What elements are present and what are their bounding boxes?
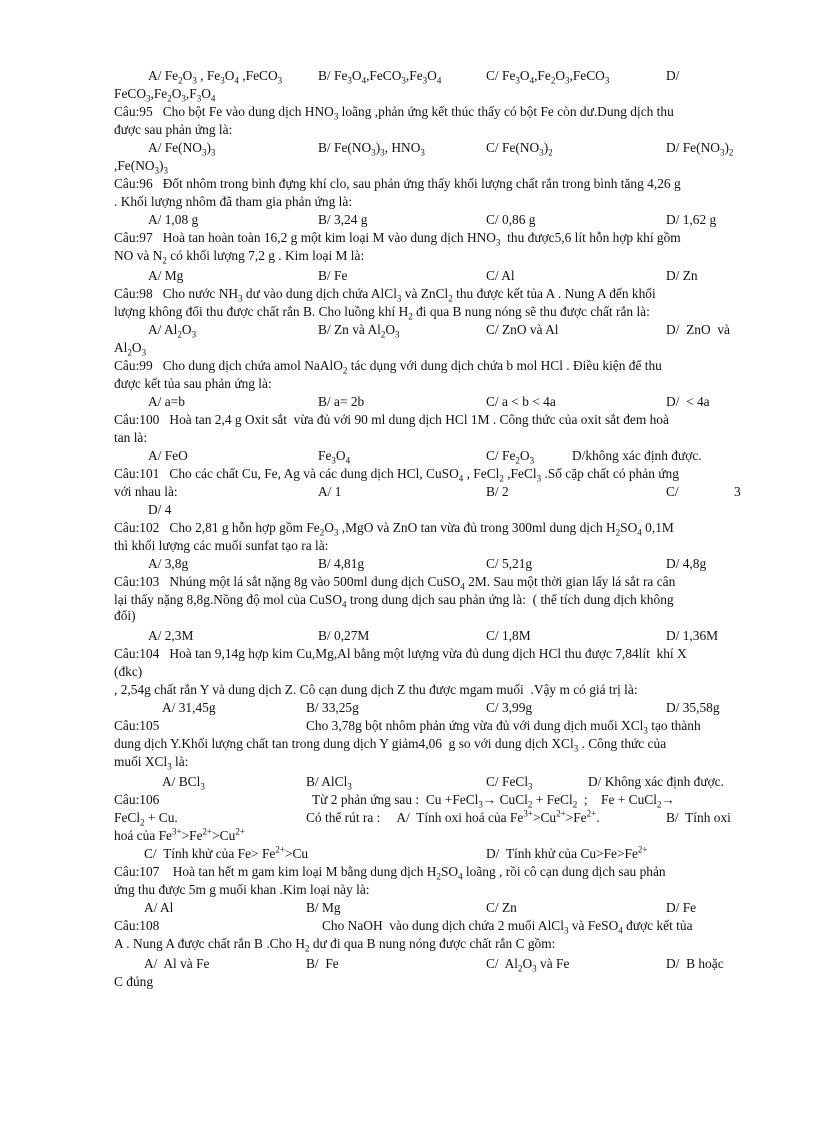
text-line-45-0: ứng thu được 5m g muối khan .Kim loại này là:	[114, 882, 370, 897]
text-line-50-0: C đúng	[114, 974, 154, 989]
text-line-37-0: dung dịch Y.Khối lượng chất tan trong dung dịch Y giảm4,06 g so với dung dịch XCl$_3$ . Công thức của	[114, 736, 667, 754]
text-line-46-0: A/ Al	[144, 900, 174, 915]
text-line-35-0: A/ 31,45g	[162, 700, 216, 715]
text-line-21-2: C/ $Fe_2O_3$	[486, 448, 535, 466]
text-line-46-1: B/ Mg	[306, 900, 341, 915]
text-line-41-2: B/ Tính oxi	[666, 810, 731, 825]
text-line-40-0: Câu:106	[114, 792, 160, 807]
text-line-6-0: Câu:96 Đốt nhôm trong bình đựng khí clo, sau phản ứng thấy khối lượng chất rắn trong bình tăng 4,26 g	[114, 176, 681, 191]
text-line-5-0: $,Fe(NO_3)_3$	[114, 158, 169, 176]
text-line-21-0: A/ FeO	[148, 448, 188, 463]
text-line-4-0: A/ $Fe(NO_3)_3$	[148, 140, 216, 158]
text-line-4-3: D/ $Fe(NO_3)_2$	[666, 140, 734, 158]
text-line-40-1: Từ 2 phản ứng sau : Cu +FeCl$_3$→ CuCl$_2$ + FeCl$_2$ ; Fe + CuCl$_2$→	[312, 792, 675, 810]
text-line-35-2: C/ 3,99g	[486, 700, 533, 715]
text-line-27-0: A/ 3,8g	[148, 556, 189, 571]
text-line-36-1: Cho 3,78g bột nhôm phản ứng vừa đủ với dung dịch muối XCl$_3$ tạo thành	[306, 718, 701, 736]
text-line-14-1: B/ Zn và $Al_2O_3$	[318, 322, 400, 340]
text-line-14-2: C/ ZnO và Al	[486, 322, 559, 337]
text-line-20-0: tan là:	[114, 430, 148, 445]
text-line-22-0: Câu:101 Cho các chất Cu, Fe, Ag và các dung dịch HCl, CuSO$_4$ , FeCl$_2$ ,FeCl$_3$ .Số cặp chất có phản ứng	[114, 466, 679, 484]
text-line-39-1: B/ AlCl$_3$	[306, 774, 352, 792]
text-line-18-2: C/ a < b < 4a	[486, 394, 556, 409]
text-line-32-0: Câu:104 Hoà tan 9,14g hợp kim Cu,Mg,Al bằng một lượng vừa đủ dung dịch HCl thu được 7,84lít khí X	[114, 646, 687, 661]
text-line-21-3: D/không xác định được.	[572, 448, 702, 463]
text-line-23-3: C/	[666, 484, 679, 499]
text-line-23-4: 3	[734, 484, 741, 499]
text-line-18-1: B/ a= 2b	[318, 394, 365, 409]
text-line-15-0: $Al_2O_3$	[114, 340, 147, 358]
text-line-39-2: C/ FeCl$_3$	[486, 774, 533, 792]
text-line-4-1: B/ $Fe(NO_3)_3$, $HNO_3$	[318, 140, 425, 158]
text-line-10-0: NO và $N_2$ có khối lượng 7,2 g . Kim loại M là:	[114, 248, 365, 266]
text-line-44-0: Câu:107 Hoà tan hết m gam kim loại M bằng dung dịch $H_2SO_4$ loãng , rồi cô cạn dung dịch sau phản	[114, 864, 666, 882]
text-line-0-3: D/	[666, 68, 680, 83]
text-line-31-3: D/ 1,36M	[666, 628, 719, 643]
text-line-8-1: B/ 3,24 g	[318, 212, 368, 227]
text-line-49-0: A/ Al và Fe	[144, 956, 210, 971]
text-line-31-1: B/ 0,27M	[318, 628, 370, 643]
text-line-0-1: B/ $Fe_3O_4,FeCO_3,Fe_3O_4$	[318, 68, 442, 86]
text-line-47-0: Câu:108	[114, 918, 160, 933]
text-line-0-0: A/ $Fe_2O_3$ , $Fe_3O_4$ ,FeCO$_3$	[148, 68, 283, 86]
text-line-42-0: hoá của $Fe^{3+}>Fe^{2+}>Cu^{2+}$	[114, 826, 245, 843]
text-line-11-3: D/ Zn	[666, 268, 698, 283]
text-line-7-0: . Khối lượng nhôm đã tham gia phản ứng là:	[114, 194, 353, 209]
text-line-33-0: (đkc)	[114, 664, 143, 679]
text-line-36-0: Câu:105	[114, 718, 160, 733]
text-line-47-1: Cho NaOH vào dung dịch chứa 2 muối AlCl$_3$ và FeSO$_4$ được kết tủa	[322, 918, 693, 936]
text-line-26-0: thì khối lượng các muối sunfat tạo ra là:	[114, 538, 329, 553]
text-line-14-3: D/ ZnO và	[666, 322, 730, 337]
text-line-30-0: đổi)	[114, 608, 136, 623]
text-line-46-2: C/ Zn	[486, 900, 517, 915]
text-line-39-0: A/ BCl$_3$	[162, 774, 205, 792]
text-line-23-2: B/ 2	[486, 484, 509, 499]
text-line-19-0: Câu:100 Hoà tan 2,4 g Oxit sắt vừa đủ với 90 ml dung dịch HCl 1M . Công thức của oxit sắt đem hoà	[114, 412, 669, 427]
text-line-31-0: A/ 2,3M	[148, 628, 194, 643]
text-line-27-2: C/ 5,21g	[486, 556, 533, 571]
text-line-17-0: được kết tủa sau phản ứng là:	[114, 376, 272, 391]
text-line-11-0: A/ Mg	[148, 268, 184, 283]
text-line-23-1: A/ 1	[318, 484, 342, 499]
text-line-16-0: Câu:99 Cho dung dịch chứa amol NaAlO$_2$ tác dụng với dung dịch chứa b mol HCl . Điều kiện để thu	[114, 358, 662, 376]
text-line-29-0: lại thấy nặng 8,8g.Nồng độ mol của CuSO$_4$ trong dung dịch sau phản ứng là: ( thể tích dung dịch không	[114, 592, 674, 610]
text-line-43-1: D/ Tính khử của $Cu>Fe>Fe^{2+}$	[486, 844, 648, 861]
text-line-13-0: lượng không đổi thu được chất rắn B. Cho luồng khí $H_2$ đi qua B nung nóng sẽ thu được chất rắn là:	[114, 304, 650, 322]
text-line-11-2: C/ Al	[486, 268, 515, 283]
text-line-39-3: D/ Không xác định được.	[588, 774, 724, 789]
text-line-48-0: A . Nung A được chất rắn B .Cho $H_2$ dư đi qua B nung nóng được chất rắn C gồm:	[114, 936, 556, 954]
text-line-11-1: B/ Fe	[318, 268, 348, 283]
text-line-0-2: C/ $Fe_3O_4,Fe_2O_3,FeCO_3$	[486, 68, 610, 86]
text-line-18-3: D/ < 4a	[666, 394, 710, 409]
text-line-28-0: Câu:103 Nhúng một lá sắt nặng 8g vào 500ml dung dịch CuSO$_4$ 2M. Sau một thời gian lấy lá sắt ra cân	[114, 574, 676, 592]
text-line-2-0: Câu:95 Cho bột Fe vào dung dịch $HNO_3$ loãng ,phản ứng kết thúc thấy có bột Fe còn dư.Dung dịch thu	[114, 104, 674, 122]
text-line-4-2: C/ $Fe(NO_3)_2$	[486, 140, 553, 158]
text-line-27-3: D/ 4,8g	[666, 556, 707, 571]
text-line-14-0: A/ $Al_2O_3$	[148, 322, 197, 340]
text-line-38-0: muối XCl$_3$ là:	[114, 754, 189, 772]
text-line-21-1: $Fe_3O_4$	[318, 448, 351, 466]
text-line-49-2: C/ $Al_2O_3$ và Fe	[486, 956, 570, 974]
text-line-23-0: với nhau là:	[114, 484, 178, 499]
text-line-46-3: D/ Fe	[666, 900, 697, 915]
text-line-1-0: $FeCO_3,Fe_2O_3,F_3O_4$	[114, 86, 216, 104]
text-line-34-0: , 2,54g chất rắn Y và dung dịch Z. Cô cạn dung dịch Z thu được mgam muối .Vậy m có giá trị là:	[114, 682, 638, 697]
text-line-18-0: A/ a=b	[148, 394, 185, 409]
text-line-27-1: B/ 4,81g	[318, 556, 365, 571]
text-line-3-0: được sau phản ứng là:	[114, 122, 233, 137]
text-line-24-0: D/ 4	[148, 502, 172, 517]
text-line-49-3: D/ B hoặc	[666, 956, 724, 971]
text-line-25-0: Câu:102 Cho 2,81 g hỗn hợp gồm $Fe_2O_3$ ,MgO và ZnO tan vừa đủ trong 300ml dung dịch $H_2SO_4$ 0,1M	[114, 520, 674, 538]
text-line-12-0: Câu:98 Cho nước $NH_3$ dư vào dung dịch chứa AlCl$_3$ và ZnCl$_2$ thu được kết tủa A . Nung A đến khối	[114, 286, 656, 304]
text-line-41-0: FeCl$_2$ + Cu.	[114, 810, 178, 828]
text-line-35-3: D/ 35,58g	[666, 700, 720, 715]
text-line-41-1: Có thể rút ra : A/ Tính oxi hoá của $Fe^{3+}>Cu^{2+}>Fe^{2+}$.	[306, 808, 600, 825]
text-line-8-2: C/ 0,86 g	[486, 212, 536, 227]
text-line-9-0: Câu:97 Hoà tan hoàn toàn 16,2 g một kim loại M vào dung dịch $HNO_3$ thu được5,6 lít hỗn hợp khí gồm	[114, 230, 681, 248]
text-line-49-1: B/ Fe	[306, 956, 339, 971]
text-line-43-0: C/ Tính khử của $Fe> Fe^{2+}>Cu$	[144, 844, 309, 861]
text-line-8-0: A/ 1,08 g	[148, 212, 199, 227]
text-line-35-1: B/ 33,25g	[306, 700, 359, 715]
text-line-8-3: D/ 1,62 g	[666, 212, 717, 227]
text-line-31-2: C/ 1,8M	[486, 628, 531, 643]
